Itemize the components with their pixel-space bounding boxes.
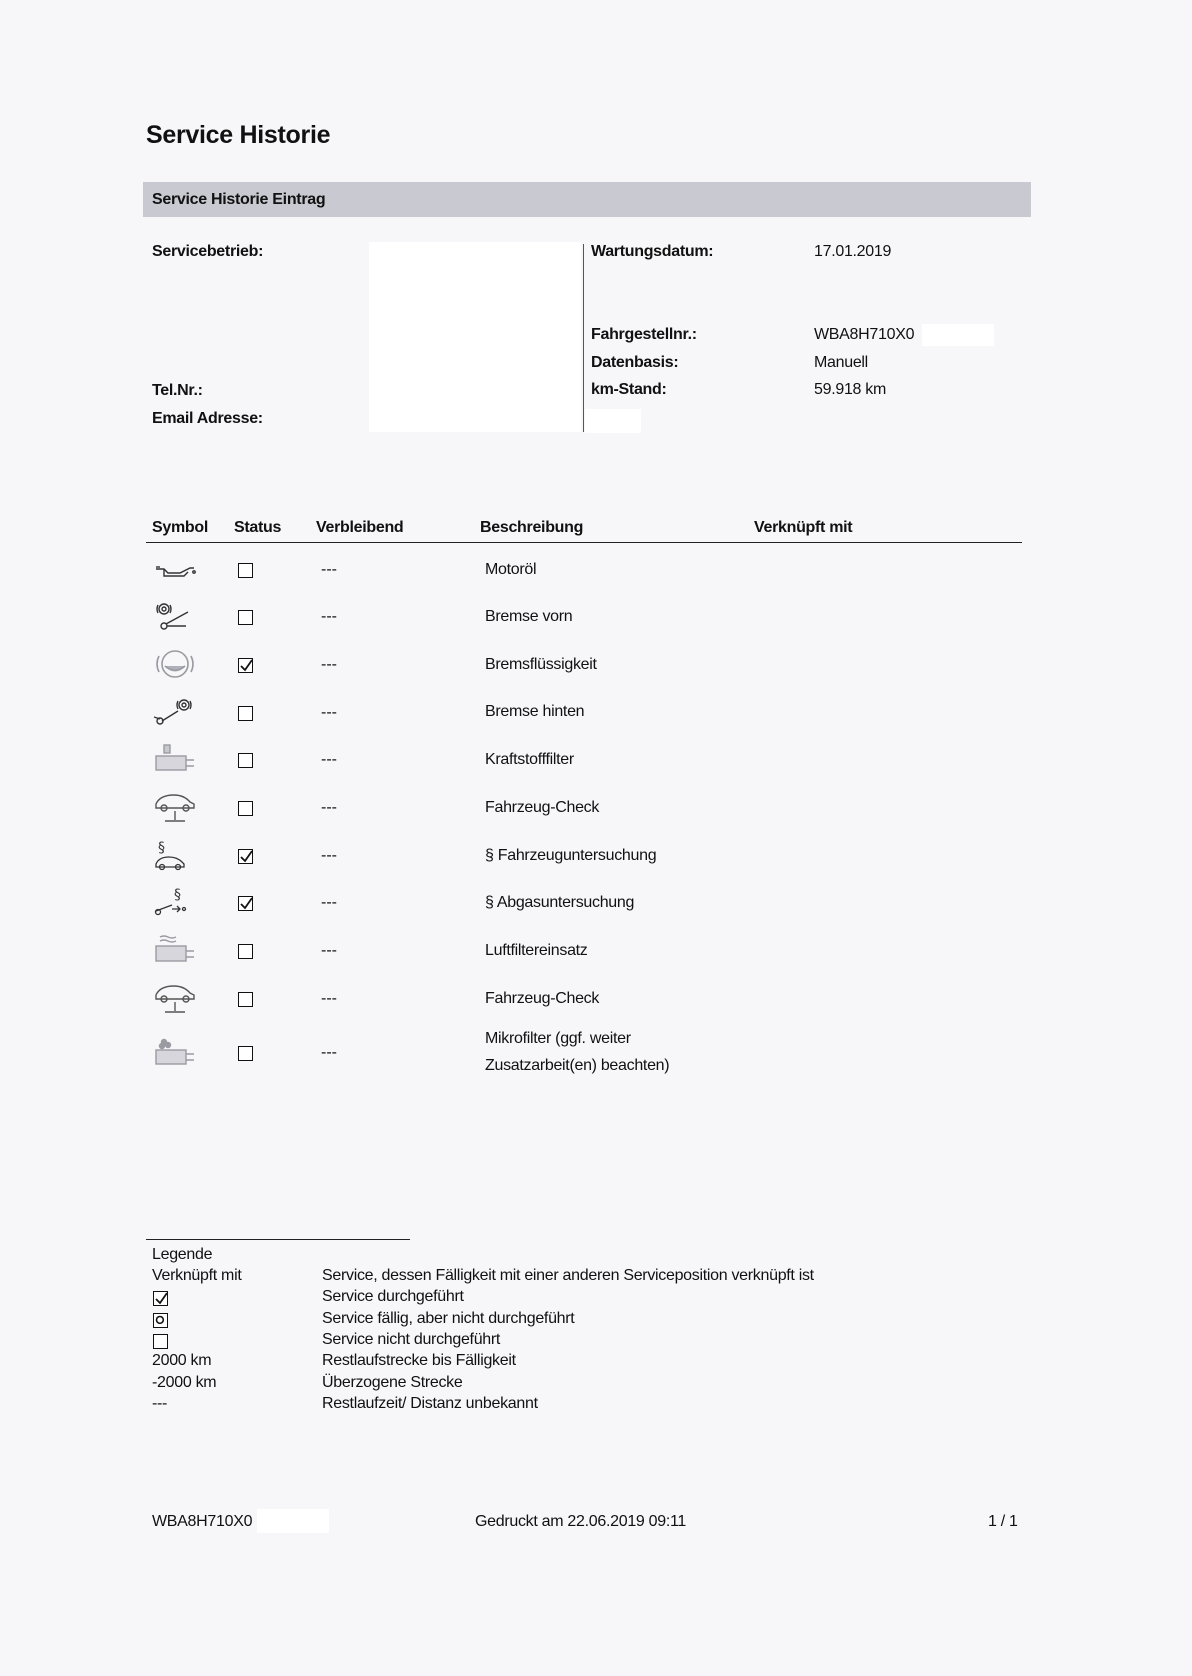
legend-key-negative: -2000 km bbox=[152, 1374, 217, 1391]
legend-text-open: Service nicht durchgeführt bbox=[322, 1331, 501, 1348]
status-checkbox-checked bbox=[238, 658, 253, 673]
description-text: Bremsflüssigkeit bbox=[485, 656, 597, 673]
status-checkbox bbox=[238, 563, 253, 578]
legend-title: Legende bbox=[152, 1246, 213, 1263]
remaining-value: --- bbox=[321, 1044, 337, 1061]
fuel-filter-icon bbox=[150, 742, 200, 776]
oil-can-icon bbox=[150, 555, 200, 589]
legend-text-due: Service fällig, aber nicht durchgeführt bbox=[322, 1310, 575, 1327]
divider-line bbox=[583, 244, 584, 432]
car-lift-icon bbox=[150, 981, 200, 1015]
header-rule bbox=[146, 542, 1022, 543]
fahrgestellnr-label: Fahrgestellnr.: bbox=[591, 326, 697, 343]
legend-checkbox-checked bbox=[153, 1291, 168, 1306]
status-checkbox bbox=[238, 753, 253, 768]
remaining-value: --- bbox=[321, 990, 337, 1007]
redacted-address bbox=[369, 242, 581, 432]
telnr-label: Tel.Nr.: bbox=[152, 382, 203, 399]
remaining-value: --- bbox=[321, 561, 337, 578]
remaining-value: --- bbox=[321, 656, 337, 673]
redacted-vin bbox=[922, 324, 994, 346]
status-checkbox-checked bbox=[238, 896, 253, 911]
legend-text-done: Service durchgeführt bbox=[322, 1288, 464, 1305]
legend-text-km: Restlaufstrecke bis Fälligkeit bbox=[322, 1352, 516, 1369]
status-checkbox bbox=[238, 992, 253, 1007]
legend-text-negative: Überzogene Strecke bbox=[322, 1374, 463, 1391]
legend-checkbox-due bbox=[153, 1313, 168, 1328]
section-bar-label: Service Historie Eintrag bbox=[152, 190, 326, 208]
status-checkbox-checked bbox=[238, 849, 253, 864]
emission-test-icon bbox=[150, 885, 200, 919]
legend-checkbox-open bbox=[153, 1334, 168, 1349]
page-title: Service Historie bbox=[146, 121, 331, 149]
header-beschreibung: Beschreibung bbox=[480, 519, 584, 536]
wartungsdatum-label: Wartungsdatum: bbox=[591, 243, 714, 260]
vehicle-inspection-icon bbox=[150, 838, 200, 872]
description-line-1: Mikrofilter (ggf. weiter bbox=[485, 1030, 631, 1047]
status-checkbox bbox=[238, 944, 253, 959]
description-text: Luftfiltereinsatz bbox=[485, 942, 588, 959]
legend-key-dash: --- bbox=[152, 1395, 168, 1412]
fahrgestellnr-value: WBA8H710X0 bbox=[814, 326, 915, 343]
header-verknuepft: Verknüpft mit bbox=[754, 519, 853, 536]
legend-rule bbox=[146, 1239, 410, 1240]
wartungsdatum-value: 17.01.2019 bbox=[814, 243, 892, 260]
description-text: Bremse hinten bbox=[485, 703, 585, 720]
brake-rear-icon bbox=[150, 695, 200, 729]
car-lift-icon bbox=[150, 790, 200, 824]
status-checkbox bbox=[238, 1046, 253, 1061]
legend-text-linked: Service, dessen Fälligkeit mit einer anderen Serviceposition verknüpft ist bbox=[322, 1267, 814, 1284]
description-text: Fahrzeug-Check bbox=[485, 990, 600, 1007]
description-text: Motoröl bbox=[485, 561, 537, 578]
description-text: § Fahrzeuguntersuchung bbox=[485, 847, 657, 864]
remaining-value: --- bbox=[321, 751, 337, 768]
datenbasis-value: Manuell bbox=[814, 354, 868, 371]
header-symbol: Symbol bbox=[152, 519, 208, 536]
remaining-value: --- bbox=[321, 704, 337, 721]
servicebetrieb-label: Servicebetrieb: bbox=[152, 243, 264, 260]
status-checkbox bbox=[238, 706, 253, 721]
header-verbleibend: Verbleibend bbox=[316, 519, 404, 536]
datenbasis-label: Datenbasis: bbox=[591, 354, 679, 371]
air-filter-icon bbox=[150, 933, 200, 967]
kmstand-value: 59.918 km bbox=[814, 381, 887, 398]
legend-text-dash: Restlaufzeit/ Distanz unbekannt bbox=[322, 1395, 538, 1412]
remaining-value: --- bbox=[321, 894, 337, 911]
email-label: Email Adresse: bbox=[152, 410, 263, 427]
description-text: Fahrzeug-Check bbox=[485, 799, 600, 816]
legend-key-linked: Verknüpft mit bbox=[152, 1267, 242, 1284]
footer-printed: Gedruckt am 22.06.2019 09:11 bbox=[475, 1513, 687, 1530]
section-bar bbox=[143, 182, 1031, 217]
brake-fluid-icon bbox=[150, 647, 200, 681]
remaining-value: --- bbox=[321, 608, 337, 625]
remaining-value: --- bbox=[321, 942, 337, 959]
footer-page: 1 / 1 bbox=[988, 1513, 1018, 1530]
description-text bbox=[485, 1025, 669, 1079]
micro-filter-icon bbox=[150, 1036, 200, 1070]
description-text: § Abgasuntersuchung bbox=[485, 894, 635, 911]
status-checkbox bbox=[238, 801, 253, 816]
remaining-value: --- bbox=[321, 799, 337, 816]
description-text: Bremse vorn bbox=[485, 608, 573, 625]
kmstand-label: km-Stand: bbox=[591, 381, 667, 398]
header-status: Status bbox=[234, 519, 282, 536]
legend-key-km: 2000 km bbox=[152, 1352, 212, 1369]
redacted-footer-vin bbox=[257, 1509, 329, 1533]
status-checkbox bbox=[238, 610, 253, 625]
description-text: Kraftstofffilter bbox=[485, 751, 574, 768]
svg-text:§: § bbox=[158, 840, 165, 856]
svg-text:§: § bbox=[174, 887, 181, 903]
brake-front-icon bbox=[150, 600, 200, 634]
footer-vin: WBA8H710X0 bbox=[152, 1513, 253, 1530]
remaining-value: --- bbox=[321, 847, 337, 864]
redacted-field bbox=[585, 409, 641, 433]
description-line-2: Zusatzarbeit(en) beachten) bbox=[485, 1057, 670, 1074]
